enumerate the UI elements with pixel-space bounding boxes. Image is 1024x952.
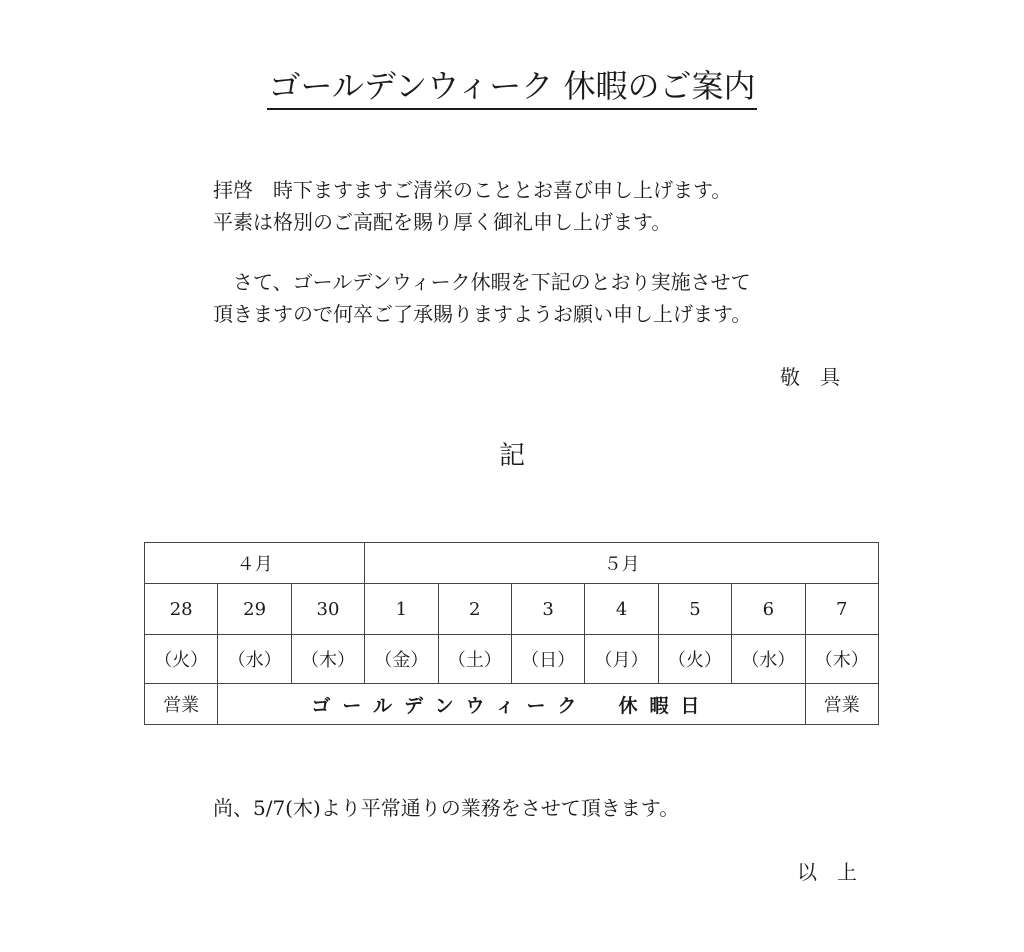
weekday-cell: （土） — [438, 635, 511, 684]
date-cell: 2 — [438, 584, 511, 635]
weekday-cell: （木） — [291, 635, 364, 684]
date-cell: 29 — [218, 584, 291, 635]
closing-salutation: 敬 具 — [780, 365, 840, 389]
announcement-paragraph — [213, 266, 751, 330]
weekday-cell: （火） — [658, 635, 731, 684]
announcement-line-2: 頂きますので何卒ご了承賜りますようお願い申し上げます。 — [213, 302, 752, 326]
document-title-text: ゴールデンウィーク 休暇のご案内 — [267, 66, 758, 110]
greeting-line-2: 平素は格別のご高配を賜り厚く御礼申し上げます。 — [213, 210, 672, 234]
announcement-line-1: さて、ゴールデンウィーク休暇を下記のとおり実施させて — [213, 270, 751, 294]
month-row — [145, 543, 879, 584]
status-open-start: 営業 — [145, 684, 218, 725]
status-row — [145, 684, 879, 725]
weekday-cell: （水） — [732, 635, 805, 684]
holiday-suffix: 休暇日 — [618, 694, 712, 717]
weekday-cell: （水） — [218, 635, 291, 684]
date-cell: 5 — [658, 584, 731, 635]
date-cell: 3 — [511, 584, 584, 635]
holiday-period-cell — [218, 684, 805, 725]
date-cell: 1 — [365, 584, 438, 635]
status-open-end: 営業 — [805, 684, 878, 725]
month-april: ４月 — [145, 543, 365, 584]
date-cell: 4 — [585, 584, 658, 635]
weekday-cell: （金） — [365, 635, 438, 684]
document-title — [0, 66, 1024, 110]
date-row — [145, 584, 879, 635]
date-cell: 7 — [805, 584, 878, 635]
holiday-label: ゴールデンウィーク — [311, 694, 589, 717]
month-may: ５月 — [365, 543, 879, 584]
weekday-cell: （日） — [511, 635, 584, 684]
date-cell: 28 — [145, 584, 218, 635]
weekday-cell: （月） — [585, 635, 658, 684]
greeting-line-1: 拝啓 時下ますますご清栄のこととお喜び申し上げます。 — [213, 178, 732, 202]
weekday-cell: （木） — [805, 635, 878, 684]
weekday-cell: （火） — [145, 635, 218, 684]
greeting-paragraph — [213, 174, 731, 238]
resume-note: 尚、5/7(木)より平常通りの業務をさせて頂きます。 — [213, 796, 680, 820]
holiday-schedule-table — [144, 542, 879, 725]
ki-heading: 記 — [498, 441, 525, 471]
weekday-row — [145, 635, 879, 684]
date-cell: 30 — [291, 584, 364, 635]
date-cell: 6 — [732, 584, 805, 635]
ending-mark: 以 上 — [797, 860, 857, 884]
